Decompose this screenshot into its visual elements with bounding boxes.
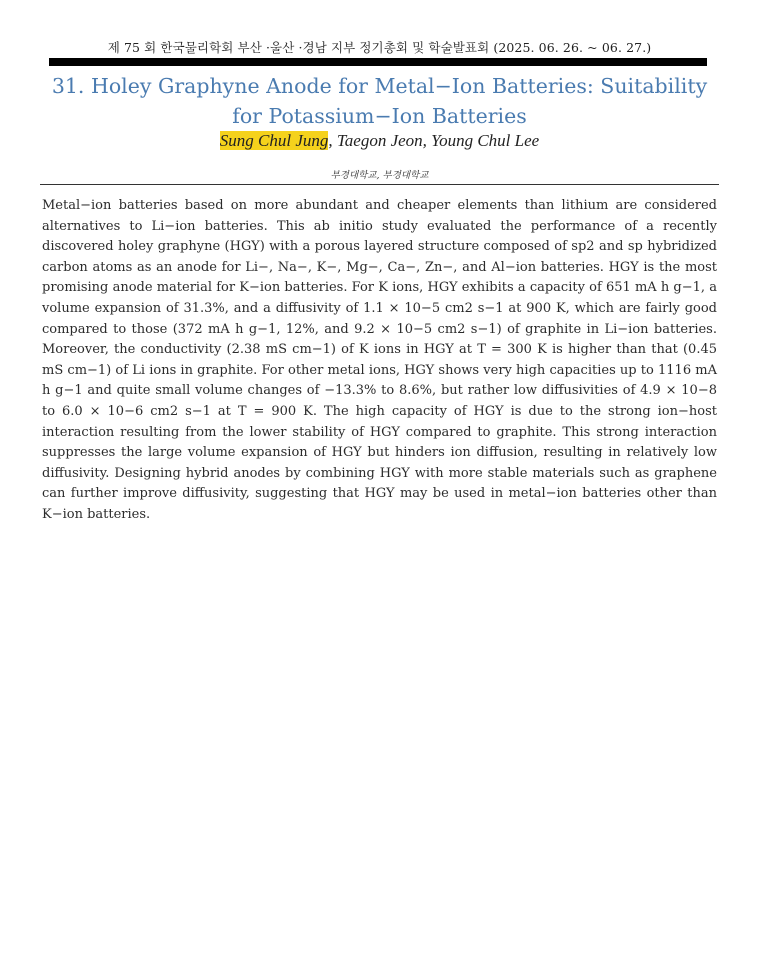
conference-header: 제 75 회 한국물리학회 부산 ·울산 ·경남 지부 정기총회 및 학술발표회 (2025. 06. 26. ~ 06. 27.) xyxy=(107,40,652,55)
affiliation: 부경대학교, 부경대학교 xyxy=(330,170,429,181)
presenter-name: Sung Chul Jung xyxy=(219,131,329,150)
header-rule xyxy=(49,58,707,66)
author-list xyxy=(0,131,759,151)
affiliation-rule xyxy=(40,184,719,185)
paper-title: 31. Holey Graphyne Anode for Metal−Ion Batteries: Suitability for Potassium−Ion Batteries xyxy=(51,74,708,128)
co-authors: , Taegon Jeon, Young Chul Lee xyxy=(328,131,540,150)
abstract-body: Metal−ion batteries based on more abundant and cheaper elements than lithium are considered alternatives to Li−ion batteries. This ab initio study evaluated the performance of a recently discovered holey graphyne (HGY) with a porous layered structure composed of sp2 and sp hybridized carbon atoms as an anode for Li−, Na−, K−, Mg−, Ca−, Zn−, and Al−ion batteries. HGY is the most promising anode material for K−ion batteries. For K ions, HGY exhibits a capacity of 651 mA h g−1, a volume expansion of 31.3%, and a diffusivity of 1.1 × 10−5 cm2 s−1 at 900 K, which are fairly good compared to those (372 mA h g−1, 12%, and 9.2 × 10−5 cm2 s−1) of graphite in Li−ion batteries. Moreover, the conductivity (2.38 mS cm−1) of K ions in HGY at T = 300 K is higher than that (0.45 mS cm−1) of Li ions in graphite. For other metal ions, HGY shows very high capacities up to 1116 mA h g−1 and quite small volume changes of −13.3% to 8.6%, but rather low diffusivities of 4.9 × 10−8 to 6.0 × 10−6 cm2 s−1 at T = 900 K. The high capacity of HGY is due to the strong ion−host interaction resulting from the lower stability of HGY compared to graphite. This strong interaction suppresses the large volume expansion of HGY but hinders ion diffusion, resulting in relatively low diffusivity. Designing hybrid anodes by combining HGY with more stable materials such as graphene can further improve diffusivity, suggesting that HGY may be used in metal−ion batteries other than K−ion batteries. xyxy=(42,198,717,522)
